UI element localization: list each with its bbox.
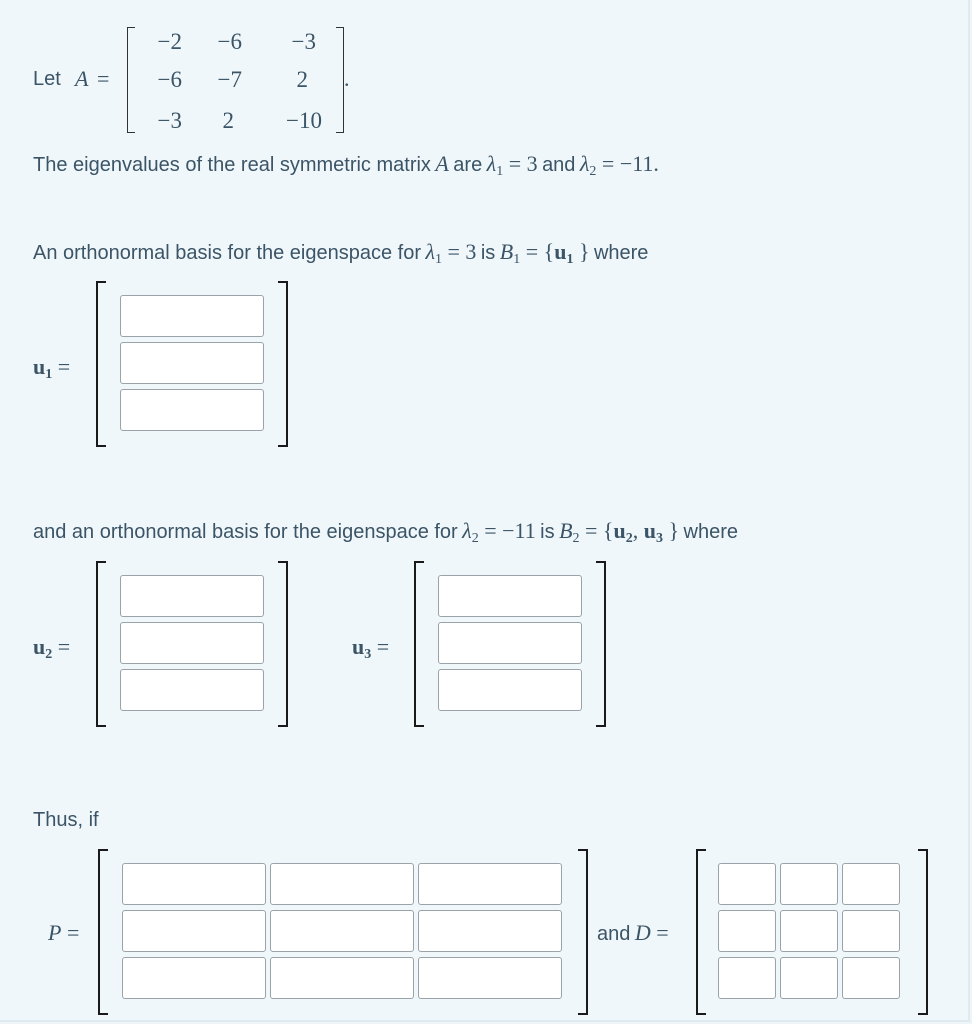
d-entry-r1c2[interactable]	[780, 863, 838, 905]
d-entry-r1c3[interactable]	[842, 863, 900, 905]
d-entry-r1c1[interactable]	[718, 863, 776, 905]
u2-entry-3[interactable]	[120, 669, 264, 711]
u2-label: $u_2$ =	[33, 634, 71, 662]
matrix-a-cell: −3	[291, 29, 316, 54]
matrix-a-cell: −6	[157, 67, 182, 92]
p-entry-r3c2[interactable]	[270, 957, 414, 999]
d-left-bracket	[696, 849, 706, 1015]
p-entry-r1c2[interactable]	[270, 863, 414, 905]
matrix-a-cell: −7	[217, 67, 242, 92]
p-entry-r1c3[interactable]	[418, 863, 562, 905]
u3-label: $u_3$ =	[352, 634, 390, 662]
matrix-a-cell: −10	[286, 108, 322, 133]
equals-sign: =	[97, 66, 110, 91]
basis2-sentence: and an orthonormal basis for the eigenspace for $\lambda_2 = -11$ is $B_2 = \{u_2$, $u_3$ } where	[33, 518, 738, 546]
p-entry-r2c1[interactable]	[122, 910, 266, 952]
u1-label: $u_1$ =	[33, 354, 71, 382]
d-entry-r3c1[interactable]	[718, 957, 776, 999]
u2-entry-2[interactable]	[120, 622, 264, 664]
p-left-bracket	[98, 849, 108, 1015]
u1-entry-1[interactable]	[120, 295, 264, 337]
matrix-a-label: A	[75, 66, 89, 91]
p-entry-r3c1[interactable]	[122, 957, 266, 999]
eigenvalues-sentence: The eigenvalues of the real symmetric matrix A are $\lambda_1 = 3$ and $\lambda_2 = -11$.	[33, 151, 659, 179]
d-entry-r2c2[interactable]	[780, 910, 838, 952]
d-entry-r3c3[interactable]	[842, 957, 900, 999]
matrix-a-cell: −6	[217, 29, 242, 54]
u3-right-bracket	[596, 561, 606, 727]
u3-entry-2[interactable]	[438, 622, 582, 664]
u1-right-bracket	[278, 281, 288, 447]
d-entry-r2c3[interactable]	[842, 910, 900, 952]
matrix-a-left-bracket	[127, 27, 135, 133]
matrix-a-period: .	[344, 66, 350, 91]
matrix-a-right-bracket	[336, 27, 344, 133]
matrix-a-cell: 2	[222, 108, 234, 133]
u1-entry-2[interactable]	[120, 342, 264, 384]
let-prefix: Let	[33, 68, 61, 90]
basis1-sentence: An orthonormal basis for the eigenspace for $\lambda_1 = 3$ is $B_1 = \{u_1$ } where	[33, 239, 649, 267]
d-entry-r2c1[interactable]	[718, 910, 776, 952]
d-entry-r3c2[interactable]	[780, 957, 838, 999]
u1-left-bracket	[96, 281, 106, 447]
matrix-a-cell: −2	[157, 29, 182, 54]
u3-entry-3[interactable]	[438, 669, 582, 711]
p-entry-r1c1[interactable]	[122, 863, 266, 905]
matrix-a-cell: 2	[296, 67, 308, 92]
p-right-bracket	[578, 849, 588, 1015]
u3-entry-1[interactable]	[438, 575, 582, 617]
thus-text: Thus, if	[33, 809, 99, 831]
p-entry-r2c2[interactable]	[270, 910, 414, 952]
u3-left-bracket	[414, 561, 424, 727]
p-entry-r3c3[interactable]	[418, 957, 562, 999]
p-label: P =	[48, 920, 80, 945]
u2-left-bracket	[96, 561, 106, 727]
p-entry-r2c3[interactable]	[418, 910, 562, 952]
u2-entry-1[interactable]	[120, 575, 264, 617]
d-label: and D =	[597, 920, 669, 945]
d-right-bracket	[918, 849, 928, 1015]
u2-right-bracket	[278, 561, 288, 727]
u1-entry-3[interactable]	[120, 389, 264, 431]
matrix-a-cell: −3	[157, 108, 182, 133]
